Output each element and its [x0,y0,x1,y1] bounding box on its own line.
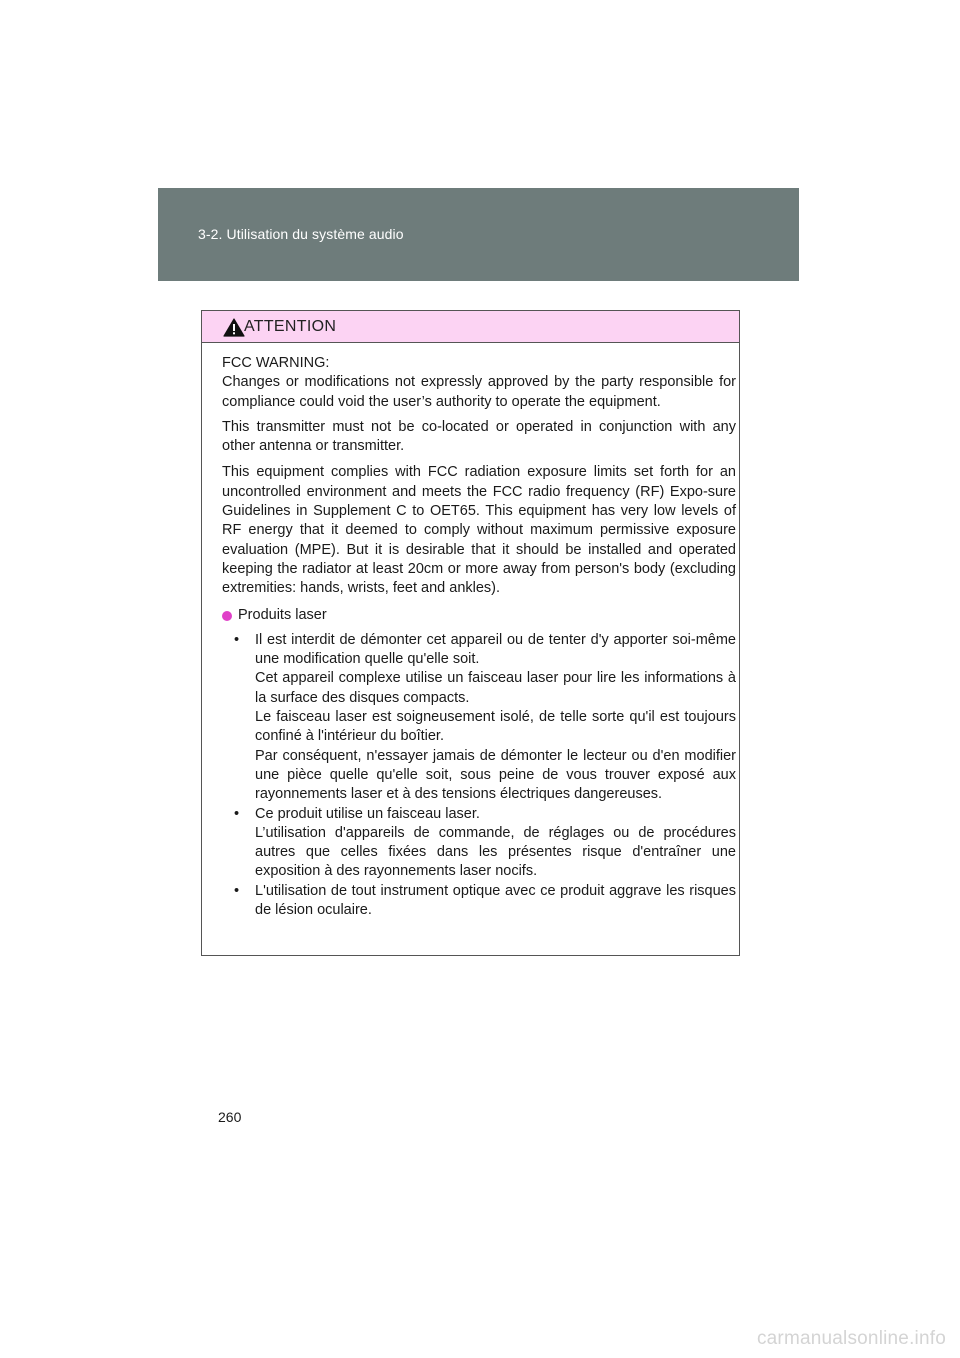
fcc-warning-paragraph [222,354,736,412]
list-bullet-icon: • [234,805,240,822]
fcc-warning-title: FCC WARNING: [222,355,330,371]
list-line: Le faisceau laser est soigneusement isolé, de telle sorte qu'il est toujours confiné à l'intérieur du boîtier. [255,709,736,745]
list-bullet-icon: • [234,882,240,899]
list-bullet-icon: • [234,631,240,648]
page-number: 260 [218,1109,242,1125]
laser-products-heading [222,606,736,625]
warning-triangle-icon [223,318,245,337]
list-line: Par conséquent, n'essayer jamais de démonter le lecteur ou d'en modifier une pièce quelle qu'elle soit, sous peine de vous trouver exposé aux rayonnements laser et à des tensions électriques dangereuses. [255,747,736,803]
attention-label: ATTENTION [244,318,337,335]
laser-products-label: Produits laser [238,606,327,623]
attention-box [201,310,740,956]
list-item [234,882,736,921]
laser-warning-list [222,631,736,920]
list-line: Il est interdit de démonter cet appareil ou de tenter d'y apporter soi-même une modification quelle qu'elle soit. [255,631,736,668]
list-line: L'utilisation de tout instrument optique avec ce produit aggrave les risques de lésion oculaire. [255,882,736,919]
bullet-dot-icon [222,611,232,621]
attention-body [222,354,736,920]
rf-exposure-paragraph: This equipment complies with FCC radiation exposure limits set forth for an uncontrolled environment and meets the FCC radio frequency (RF) Expo-sure Guidelines in Supplement C to OET65. This equipment has very low levels of RF energy that it deemed to comply without maximum permissive exposure evaluation (MPE). But it is desirable that it should be installed and operated keeping the radiator at least 20cm or more away from person's body (excluding extremities: hands, wrists, feet and ankles). [222,464,736,597]
fcc-warning-text: Changes or modifications not expressly approved by the party responsible for compliance could void the user’s authority to operate the equipment. [222,374,736,410]
attention-header [202,311,739,343]
list-item [234,631,736,805]
section-title: 3-2. Utilisation du système audio [198,226,404,242]
watermark: carmanualsonline.info [756,1328,946,1349]
transmitter-paragraph: This transmitter must not be co-located or operated in conjunction with any other antenna or transmitter. [222,418,736,455]
list-item [234,805,736,882]
list-line: L’utilisation d'appareils de commande, de réglages ou de procédures autres que celles fixées dans les présentes risque d'entraîner une exposition à des rayonnements laser nocifs. [255,824,736,880]
list-line: Cet appareil complexe utilise un faisceau laser pour lire les informations à la surface des disques compacts. [255,670,736,706]
section-header-band [158,188,799,281]
list-line: Ce produit utilise un faisceau laser. [255,805,480,822]
